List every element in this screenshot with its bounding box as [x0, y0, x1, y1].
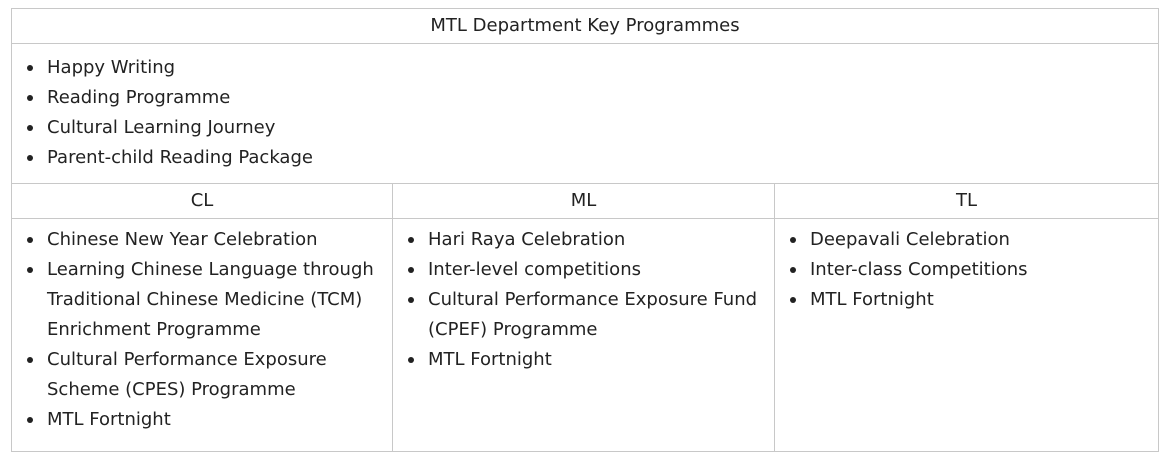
key-programmes-table: [11, 8, 1159, 452]
list-item: MTL Fortnight: [47, 405, 382, 435]
tl-programmes-list: [775, 219, 1158, 331]
list-item: Cultural Performance Exposure Scheme (CPES) Programme: [47, 345, 382, 405]
list-item: Inter-class Competitions: [810, 255, 1148, 285]
ml-programmes-list: [393, 219, 774, 391]
list-item: Happy Writing: [47, 53, 1148, 83]
tl-programmes-cell: [775, 219, 1159, 452]
list-item: Deepavali Celebration: [810, 225, 1148, 255]
cl-programmes-cell: [12, 219, 393, 452]
list-item: Reading Programme: [47, 83, 1148, 113]
list-item: Chinese New Year Celebration: [47, 225, 382, 255]
general-programmes-cell: [12, 44, 1159, 184]
table-title: MTL Department Key Programmes: [12, 9, 1159, 44]
list-item: Cultural Performance Exposure Fund (CPEF) Programme: [428, 285, 764, 345]
ml-programmes-cell: [393, 219, 775, 452]
general-programmes-list: [12, 44, 1158, 183]
column-header-ml: ML: [393, 184, 775, 219]
cl-programmes-list: [12, 219, 392, 451]
list-item: Hari Raya Celebration: [428, 225, 764, 255]
list-item: Learning Chinese Language through Traditional Chinese Medicine (TCM) Enrichment Programme: [47, 255, 382, 345]
list-item: Cultural Learning Journey: [47, 113, 1148, 143]
list-item: MTL Fortnight: [428, 345, 764, 375]
list-item: Inter-level competitions: [428, 255, 764, 285]
column-header-cl: CL: [12, 184, 393, 219]
list-item: MTL Fortnight: [810, 285, 1148, 315]
list-item: Parent-child Reading Package: [47, 143, 1148, 173]
column-header-tl: TL: [775, 184, 1159, 219]
